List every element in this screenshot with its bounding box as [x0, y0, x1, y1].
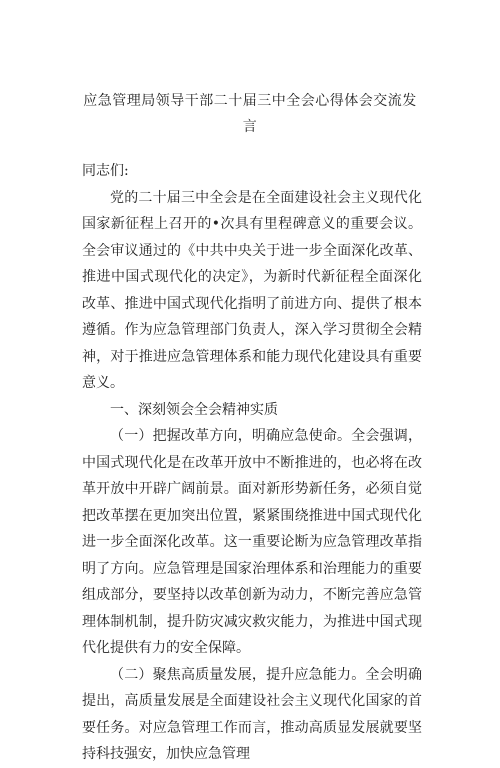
title-line-1: 应急管理局领导干部二十届三中全会心得体会交流发 — [83, 93, 417, 109]
salutation: 同志们: — [82, 163, 129, 179]
paragraph-intro: 党的二十届三中全会是在全面建设社会主义现代化国家新征程上召开的•次具有里程碑意义的重要会议。全会审议通过的《中共中央关于进一步全面深化改革、推进中国式现代化的决定》，为新时代新征程全面深化改革、推进中国式现代化指明了前进方向、提供了根本遵循。作为应急管理部门负责人，深入学习贯彻全会精神，对于推进应急管理体系和能力现代化建设具有重要意义。 — [82, 189, 422, 391]
paragraph-section-1-2: （二）聚焦高质量发展，提升应急能力。全会明确提出，高质量发展是全面建设社会主义现代化国家的首要任务。对应急管理工作而言，推动高质显发展就要坚持科技强安，加快应急管理 — [82, 666, 422, 762]
document-title — [60, 88, 440, 140]
title-line-2: 言 — [242, 119, 258, 135]
section-heading-1: 一、深刻领会全会精神实质 — [110, 401, 278, 418]
document-body — [82, 158, 422, 768]
paragraph-section-1-1: （一）把握改革方向，明确应急使命。全会强调，中国式现代化是在改革开放中不断推进的，也必将在改革开放中开辟广阔前景。面对新形势新任务，必须自觉把改革摆在更加突出位置，紧紧围绕推进中国式现代化进一步全面深化改革。这一重要论断为应急管理改革指明了方向。应急管理是国家治理体系和治理能力的重要组成部分，要坚持以改革创新为动力，不断完善应急管理体制机制，提升防灾减灾救灾能力，为推进中国式现代化提供有力的安全保障。 — [82, 428, 422, 656]
